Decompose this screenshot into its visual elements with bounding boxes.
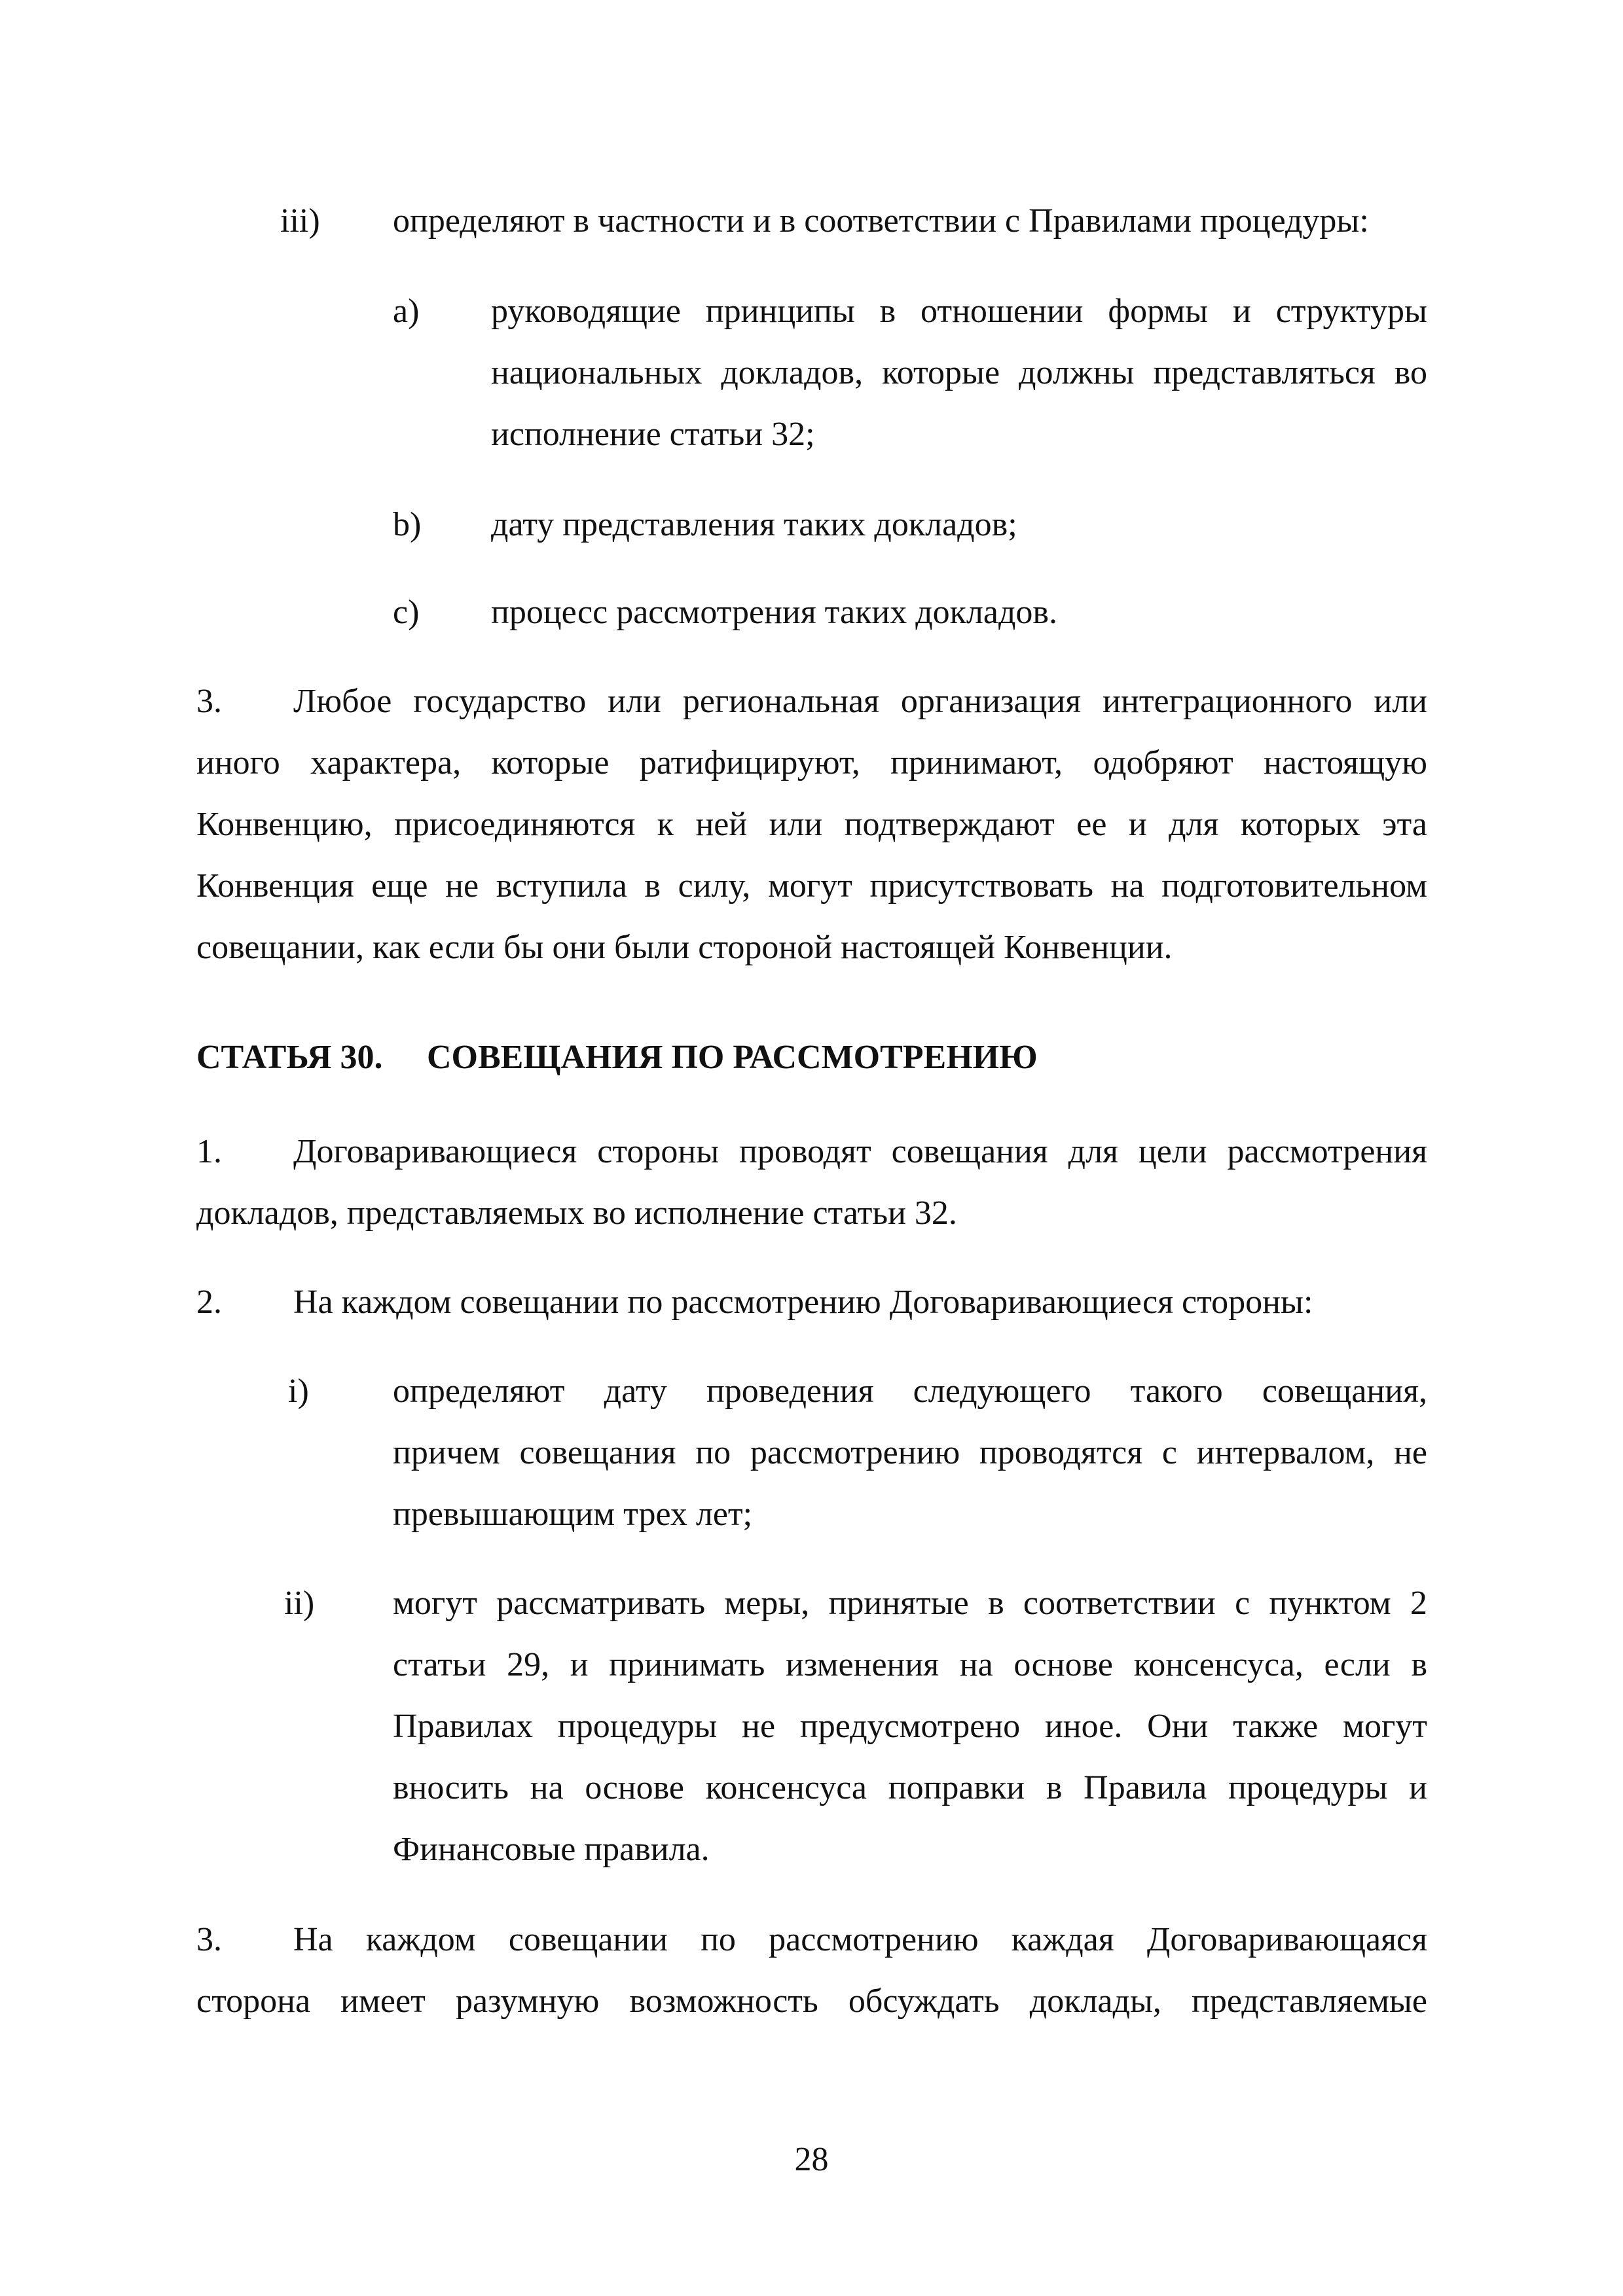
item-ii-marker: ii) — [284, 1585, 315, 1622]
art30-p2-marker: 2. — [196, 1283, 222, 1321]
sub-a-marker: a) — [393, 293, 420, 330]
item-i-line-3: превышающим трех лет; — [393, 1496, 753, 1533]
art30-p2-text: На каждом совещании по рассмотрению Договаривающиеся стороны: — [293, 1283, 1313, 1321]
item-ii-line-3: Правилах процедуры не предусмотрено иное. Они также могут — [393, 1708, 1427, 1745]
item-i-line-1: определяют дату проведения следующего такого совещания, — [393, 1372, 1427, 1410]
item-iii-marker: iii) — [280, 202, 320, 240]
sub-a-line-2: национальных докладов, которые должны представляться во — [491, 354, 1427, 391]
art30-p3-line-1: На каждом совещании по рассмотрению каждая Договаривающаяся — [293, 1921, 1427, 1958]
sub-b-text: дату представления таких докладов; — [491, 506, 1017, 543]
sub-c-text: процесс рассмотрения таких докладов. — [491, 594, 1057, 631]
sub-a-line-3: исполнение статьи 32; — [491, 416, 815, 453]
art30-p1-line-1: Договаривающиеся стороны проводят совещания для цели рассмотрения — [293, 1133, 1427, 1170]
item-ii-line-2: статьи 29, и принимать изменения на основе консенсуса, если в — [393, 1646, 1427, 1683]
article-title: СОВЕЩАНИЯ ПО РАССМОТРЕНИЮ — [427, 1039, 1038, 1076]
para3-line-2: иного характера, которые ратифицируют, принимают, одобряют настоящую — [196, 744, 1427, 781]
item-ii-line-4: вносить на основе консенсуса поправки в Правила процедуры и — [393, 1769, 1427, 1806]
item-i-line-2: причем совещания по рассмотрению проводятся с интервалом, не — [393, 1434, 1427, 1471]
page-number: 28 — [794, 2141, 829, 2178]
para3-marker: 3. — [196, 683, 222, 720]
item-ii-line-1: могут рассматривать меры, принятые в соответствии с пунктом 2 — [393, 1585, 1427, 1622]
para3-line-3: Конвенцию, присоединяются к ней или подтверждают ее и для которых эта — [196, 806, 1427, 843]
art30-p3-marker: 3. — [196, 1921, 222, 1958]
art30-p1-marker: 1. — [196, 1133, 222, 1170]
art30-p1-line-2: докладов, представляемых во исполнение статьи 32. — [196, 1194, 957, 1232]
para3-line-4: Конвенция еще не вступила в силу, могут присутствовать на подготовительном — [196, 867, 1427, 905]
item-ii-line-5: Финансовые правила. — [393, 1831, 710, 1868]
art30-p3-line-2: сторона имеет разумную возможность обсуждать доклады, представляемые — [196, 1982, 1427, 2020]
sub-b-marker: b) — [393, 506, 422, 543]
sub-c-marker: c) — [393, 594, 420, 631]
item-iii-text: определяют в частности и в соответствии с Правилами процедуры: — [393, 202, 1369, 240]
para3-line-1: Любое государство или региональная организация интеграционного или — [293, 683, 1427, 720]
item-i-marker: i) — [288, 1372, 309, 1410]
article-number: СТАТЬЯ 30. — [196, 1039, 383, 1076]
sub-a-line-1: руководящие принципы в отношении формы и структуры — [491, 293, 1427, 330]
para3-line-5: совещании, как если бы они были стороной настоящей Конвенции. — [196, 929, 1173, 966]
